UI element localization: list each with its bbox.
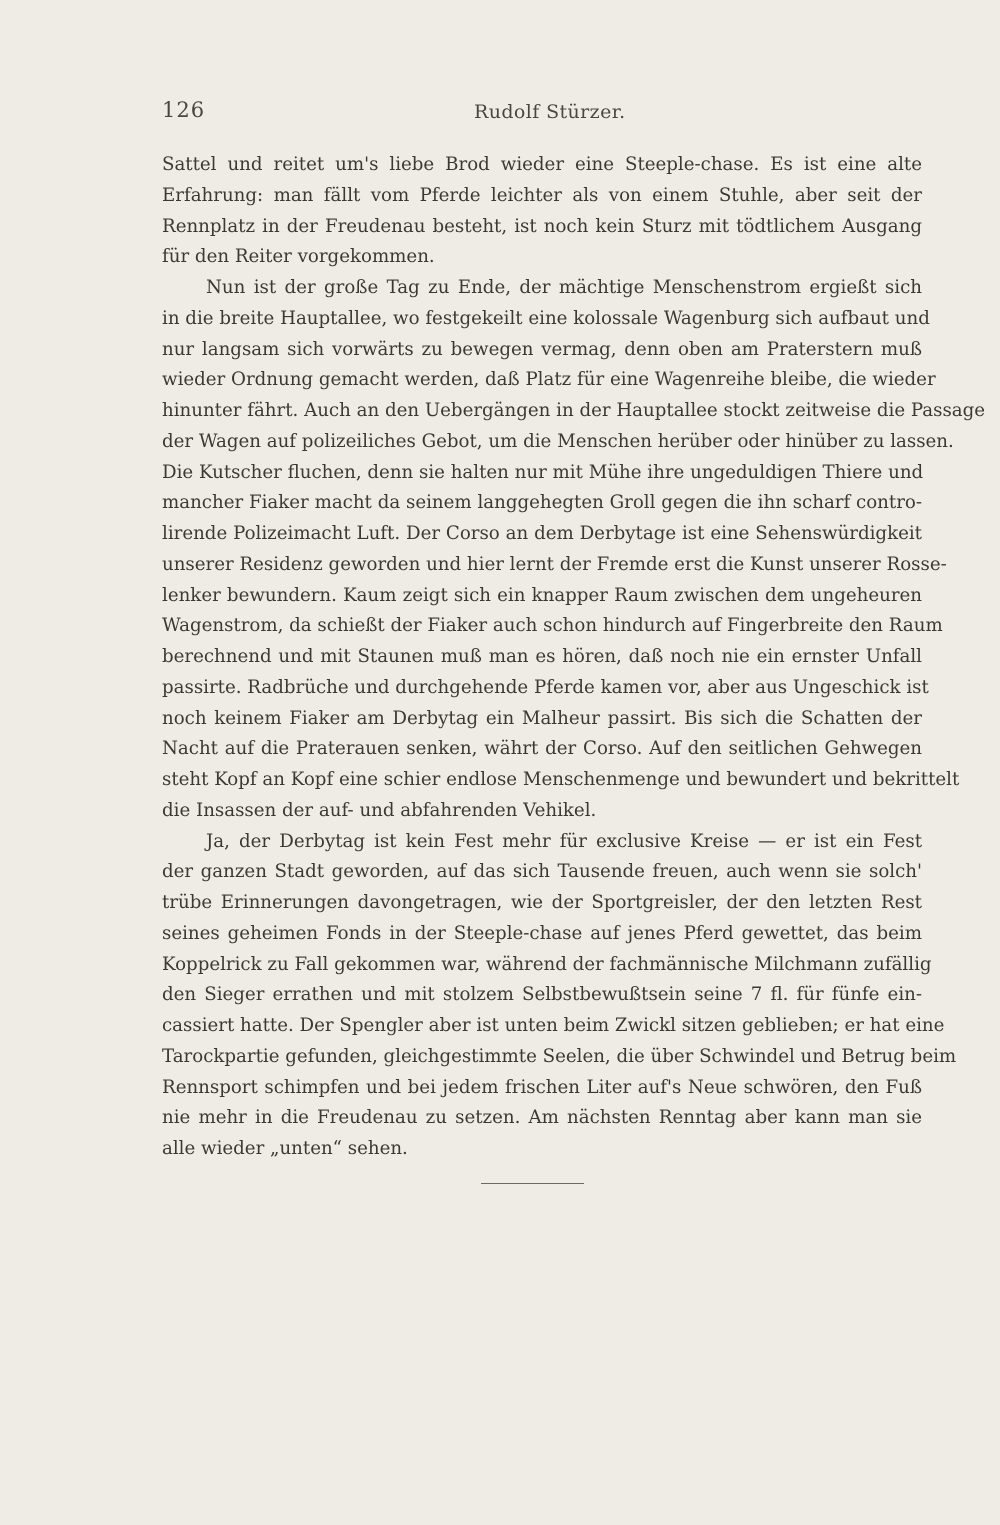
text-line: Rennplatz in der Freudenau besteht, ist noch kein Sturz mit tödtlichem Ausgang <box>162 215 922 237</box>
text-line: lenker bewundern. Kaum zeigt sich ein knapper Raum zwischen dem ungeheuren <box>162 584 922 606</box>
text-line: hinunter fährt. Auch an den Uebergängen in der Hauptallee stockt zeitweise die Passage <box>162 400 986 421</box>
text-line: mancher Fiaker macht da seinem langgehegten Groll gegen die ihn scharf contro- <box>162 492 922 514</box>
text-line: alle wieder „unten“ sehen. <box>162 1138 408 1159</box>
text-line: Nun ist der große Tag zu Ende, der mächtige Menschenstrom ergießt sich <box>206 277 922 298</box>
text-line: in die breite Hauptallee, wo festgekeilt eine kolossale Wagenburg sich aufbaut und <box>162 307 930 329</box>
running-title: Rudolf Stürzer. <box>474 101 626 123</box>
text-line: unserer Residenz geworden und hier lernt der Fremde erst die Kunst unserer Rosse- <box>162 553 947 575</box>
text-line: Nacht auf die Praterauen senken, währt der Corso. Auf den seitlichen Gehwegen <box>162 738 922 760</box>
section-end-rule <box>481 1183 584 1184</box>
text-line: Wagenstrom, da schießt der Fiaker auch schon hindurch auf Fingerbreite den Raum <box>162 615 943 637</box>
text-line: passirte. Radbrüche und durchgehende Pferde kamen vor, aber aus Ungeschick ist <box>162 676 929 698</box>
running-head <box>162 98 922 130</box>
text-line: für den Reiter vorgekommen. <box>162 246 435 268</box>
text-line: Sattel und reitet um's liebe Brod wieder eine Steeple-chase. Es ist eine alte <box>162 154 922 175</box>
text-line: Koppelrick zu Fall gekommen war, während der fachmännische Milchmann zufällig <box>162 953 932 975</box>
text-line: seines geheimen Fonds in der Steeple-chase auf jenes Pferd gewettet, das beim <box>162 922 922 944</box>
text-line: nie mehr in die Freudenau zu setzen. Am nächsten Renntag aber kann man sie <box>162 1107 922 1129</box>
text-line: Tarockpartie gefunden, gleichgestimmte Seelen, die über Schwindel und Betrug beim <box>162 1045 957 1067</box>
text-line: steht Kopf an Kopf eine schier endlose Menschenmenge und bewundert und bekrittelt <box>162 769 960 790</box>
text-line: Ja, der Derbytag ist kein Fest mehr für exclusive Kreise — er ist ein Fest <box>206 830 922 852</box>
text-line: cassiert hatte. Der Spengler aber ist unten beim Zwickl sitzen geblieben; er hat eine <box>162 1015 945 1036</box>
text-line: noch keinem Fiaker am Derbytag ein Malheur passirt. Bis sich die Schatten der <box>162 707 922 729</box>
text-line: den Sieger errathen und mit stolzem Selbstbewußtsein seine 7 fl. für fünfe ein- <box>162 984 922 1006</box>
text-line: Erfahrung: man fällt vom Pferde leichter als von einem Stuhle, aber seit der <box>162 184 922 206</box>
text-line: der ganzen Stadt geworden, auf das sich Tausende freuen, auch wenn sie solch' <box>162 861 922 883</box>
text-line: wieder Ordnung gemacht werden, daß Platz für eine Wagenreihe bleibe, die wieder <box>162 369 936 391</box>
text-line: Rennsport schimpfen und bei jedem frischen Liter auf's Neue schwören, den Fuß <box>162 1076 922 1098</box>
text-body <box>162 150 986 1165</box>
page-number: 126 <box>162 98 206 122</box>
text-line: nur langsam sich vorwärts zu bewegen vermag, denn oben am Praterstern muß <box>162 338 922 360</box>
text-line: trübe Erinnerungen davongetragen, wie der Sportgreisler, der den letzten Rest <box>162 892 922 913</box>
text-line: der Wagen auf polizeiliches Gebot, um die Menschen herüber oder hinüber zu lassen. <box>162 430 954 452</box>
text-line: lirende Polizeimacht Luft. Der Corso an dem Derbytage ist eine Sehenswürdigkeit <box>162 523 922 544</box>
text-line: Die Kutscher fluchen, denn sie halten nur mit Mühe ihre ungeduldigen Thiere und <box>162 461 924 483</box>
text-line: die Insassen der auf- und abfahrenden Vehikel. <box>162 799 597 821</box>
text-line: berechnend und mit Staunen muß man es hören, daß noch nie ein ernster Unfall <box>162 646 922 667</box>
